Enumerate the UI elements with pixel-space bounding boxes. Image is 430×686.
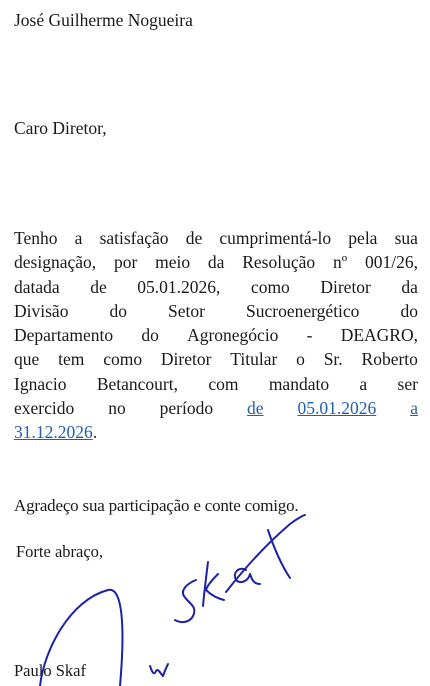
recipient-name: José Guilherme Nogueira xyxy=(14,10,193,30)
salutation: Caro Diretor, xyxy=(14,118,107,138)
body-line: Departamento do Agronegócio - DEAGRO, xyxy=(14,325,418,346)
body-line: Tenho a satisfação de cumprimentá-lo pela sua xyxy=(14,228,418,248)
body-line: que tem como Diretor Titular o Sr. Roberto xyxy=(14,349,418,370)
period-link-start[interactable]: de xyxy=(247,398,264,419)
body-line: 31.12.2026 . xyxy=(14,420,418,444)
body-line: Ignacio Betancourt, com mandato a ser xyxy=(14,373,418,394)
period-link-start[interactable]: a xyxy=(410,398,418,419)
body-line: Divisão do Setor Sucroenergético do xyxy=(14,300,418,321)
body-line: designação, por meio da Resolução nº 001/26, xyxy=(14,252,418,273)
body-line: exercido no período de 05.01.2026 a xyxy=(14,396,418,420)
period-link-end[interactable]: 31.12.2026 xyxy=(14,422,93,443)
letter-body xyxy=(14,226,418,445)
period-link-start[interactable]: 05.01.2026 xyxy=(297,398,377,419)
body-line: datada de 05.01.2026, como Diretor da xyxy=(14,276,418,297)
signer-name: Paulo Skaf xyxy=(14,661,86,680)
closing-line: Forte abraço, xyxy=(16,542,104,561)
thanks-line: Agradeço sua participação e conte comigo. xyxy=(14,496,299,515)
